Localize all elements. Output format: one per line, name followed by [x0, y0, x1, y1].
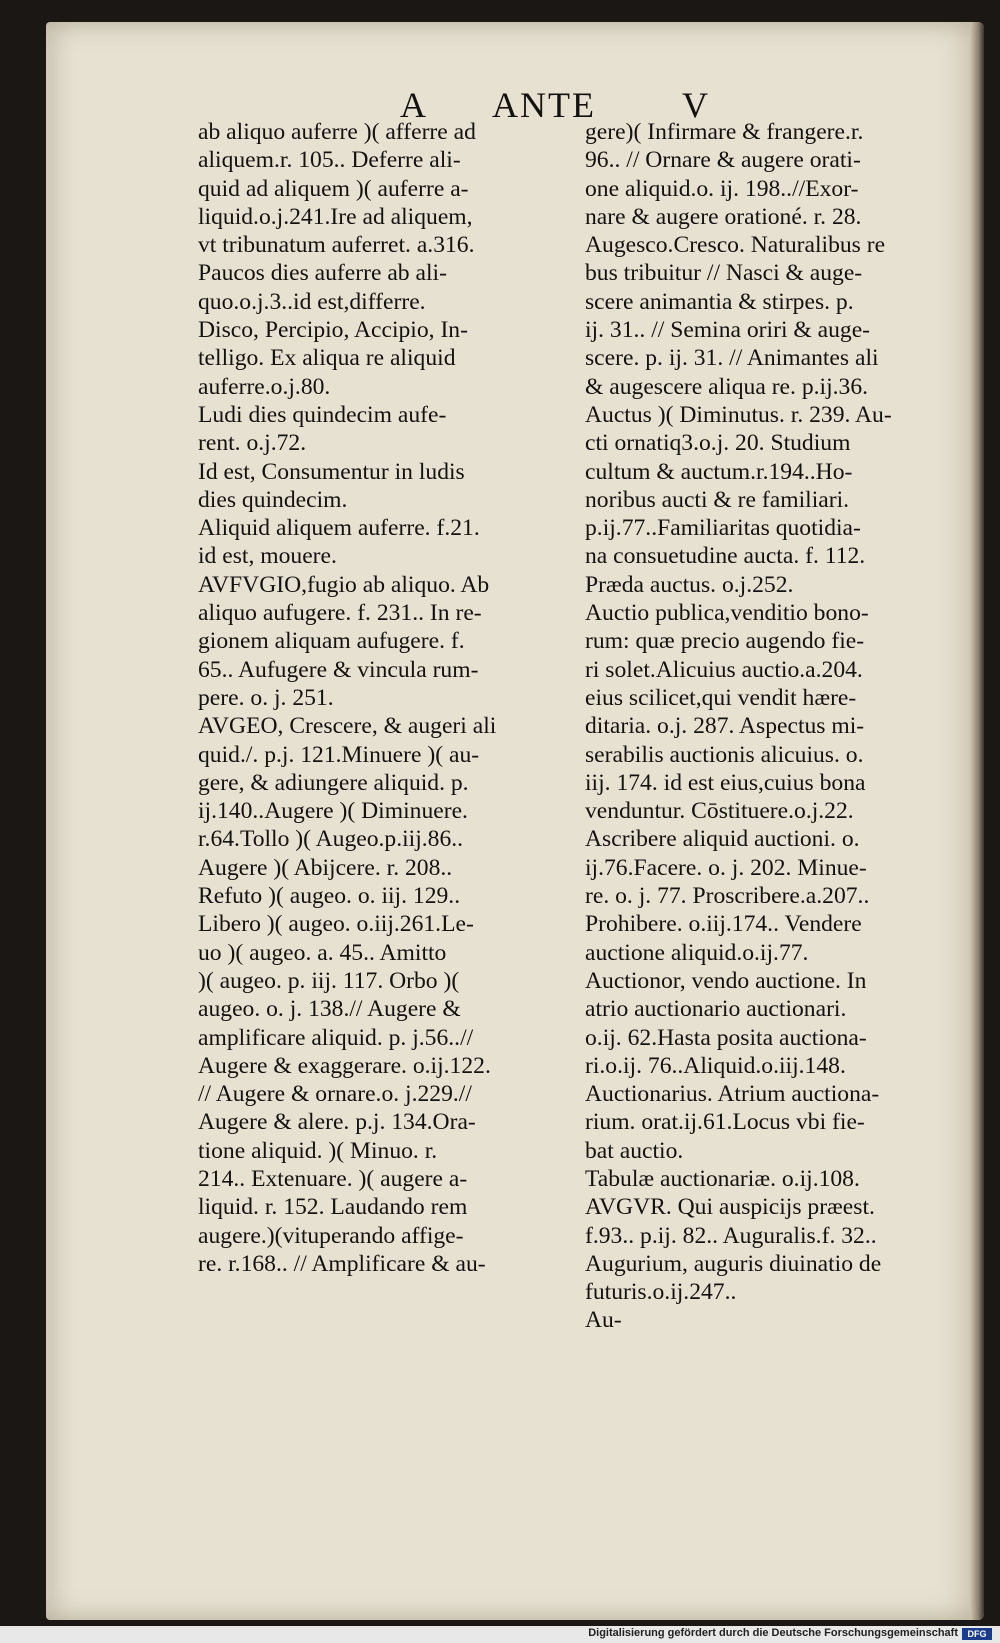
left-column-line: augere.)(vituperando affige-	[198, 1222, 464, 1249]
left-column-line: id est, mouere.	[198, 543, 337, 570]
left-column-line: Augere & alere. p.j. 134.Ora-	[198, 1109, 476, 1136]
left-column-line: )( augeo. p. iij. 117. Orbo )(	[198, 967, 460, 994]
right-column-line: iij. 174. id est eius,cuius bona	[585, 769, 866, 796]
left-column-line: pere. o. j. 251.	[198, 684, 334, 711]
right-column-line: Tabulæ auctionariæ. o.ij.108.	[585, 1165, 860, 1192]
right-column-line: cti ornatiq3.o.j. 20. Studium	[585, 430, 851, 457]
left-column-line: r.64.Tollo )( Augeo.p.iij.86..	[198, 826, 464, 853]
right-column-line: nare & augere orationé. r. 28.	[585, 203, 862, 230]
right-column-line: Augurium, auguris diuinatio de	[585, 1250, 882, 1277]
footer-bar	[0, 1626, 1000, 1643]
right-column-line: auctione aliquid.o.ij.77.	[585, 939, 809, 966]
right-column-line: f.93.. p.ij. 82.. Auguralis.f. 32..	[585, 1222, 877, 1249]
right-column-line: atrio auctionario auctionari.	[585, 996, 847, 1023]
left-column-line: aliquo aufugere. f. 231.. In re-	[198, 600, 482, 627]
left-column-line: auferre.o.j.80.	[198, 373, 331, 400]
right-column-line: Augesco.Cresco. Naturalibus re	[585, 232, 886, 259]
right-column-line: ri solet.Alicuius auctio.a.204.	[585, 656, 863, 683]
right-column-line: ij. 31.. // Semina oriri & auge-	[585, 317, 871, 344]
left-column-line: quo.o.j.3..id est,differre.	[198, 288, 426, 315]
right-column-line: AVGVR. Qui auspicijs præest.	[585, 1194, 875, 1221]
left-column-line: ab aliquo auferre )( afferre ad	[198, 119, 476, 145]
right-column	[585, 118, 947, 1335]
left-column-line: tione aliquid. )( Minuo. r.	[198, 1137, 438, 1164]
right-column-line: p.ij.77..Familiaritas quotidia-	[585, 515, 861, 542]
left-column-line: augeo. o. j. 138.// Augere &	[198, 996, 461, 1023]
left-column-line: dies quindecim.	[198, 486, 348, 513]
left-column-line: Id est, Consumentur in ludis	[198, 458, 465, 485]
header-right: V	[682, 85, 710, 125]
left-column-line: Paucos dies auferre ab ali-	[198, 260, 447, 287]
right-column-line: venduntur. Cōstituere.o.j.22.	[585, 798, 854, 825]
right-column-line: & augescere aliqua re. p.ij.36.	[585, 373, 869, 400]
right-column-line: Au-	[585, 1307, 622, 1334]
left-column-line: liquid. r. 152. Laudando rem	[198, 1194, 468, 1221]
left-column-line: gionem aliquam aufugere. f.	[198, 628, 465, 655]
page-edge	[970, 22, 984, 1620]
right-column-line: Præda auctus. o.j.252.	[585, 571, 794, 598]
right-column-line: Auctio publica,venditio bono-	[585, 600, 869, 627]
left-column-line: liquid.o.j.241.Ire ad aliquem,	[198, 203, 473, 230]
right-column-line: eius scilicet,qui vendit hære-	[585, 684, 857, 711]
right-column-line: ij.76.Facere. o. j. 202. Minue-	[585, 854, 867, 881]
right-column-line: Auctionor, vendo auctione. In	[585, 967, 867, 994]
right-column-line: Prohibere. o.iij.174.. Vendere	[585, 911, 862, 938]
left-column-line: re. r.168.. // Amplificare & au-	[198, 1250, 486, 1277]
left-column-line: // Augere & ornare.o. j.229.//	[198, 1081, 472, 1108]
right-column-line: rium. orat.ij.61.Locus vbi fie-	[585, 1109, 865, 1136]
right-column-line: na consuetudine aucta. f. 112.	[585, 543, 866, 570]
left-column-line: Libero )( augeo. o.iij.261.Le-	[198, 911, 474, 938]
header-middle: ANTE	[492, 85, 596, 125]
right-column-line: serabilis auctionis alicuius. o.	[585, 741, 864, 768]
left-column-line: telligo. Ex aliqua re aliquid	[198, 345, 456, 372]
left-column-line: quid./. p.j. 121.Minuere )( au-	[198, 741, 480, 768]
left-column-line: 65.. Aufugere & vincula rum-	[198, 656, 479, 683]
right-column-line: one aliquid.o. ij. 198..//Exor-	[585, 175, 859, 202]
right-column-line: rum: quæ precio augendo fie-	[585, 628, 865, 655]
right-column-line: futuris.o.ij.247..	[585, 1279, 737, 1306]
left-column-line: amplificare aliquid. p. j.56..//	[198, 1024, 474, 1051]
right-column-line: 96.. // Ornare & augere orati-	[585, 147, 861, 174]
left-column-line: Aliquid aliquem auferre. f.21.	[198, 515, 480, 542]
right-column-line: Auctionarius. Atrium auctiona-	[585, 1081, 880, 1108]
left-column-line: Ludi dies quindecim aufe-	[198, 401, 447, 428]
left-column-line: vt tribunatum auferret. a.316.	[198, 232, 475, 259]
left-column-line: Augere & exaggerare. o.ij.122.	[198, 1052, 491, 1079]
right-column-line: scere. p. ij. 31. // Animantes ali	[585, 345, 879, 372]
right-column-line: ditaria. o.j. 287. Aspectus mi-	[585, 713, 865, 740]
right-column-line: ri.o.ij. 76..Aliquid.o.iij.148.	[585, 1052, 846, 1079]
right-column-line: o.ij. 62.Hasta posita auctiona-	[585, 1024, 867, 1051]
right-column-line: bat auctio.	[585, 1137, 684, 1164]
right-column-line: noribus aucti & re familiari.	[585, 486, 850, 513]
left-column-line: gere, & adiungere aliquid. p.	[198, 769, 469, 796]
left-column-line: Disco, Percipio, Accipio, In-	[198, 317, 468, 344]
left-column-line: uo )( augeo. a. 45.. Amitto	[198, 939, 447, 966]
right-column-line: Auctus )( Diminutus. r. 239. Au-	[585, 401, 892, 428]
left-column-line: quid ad aliquem )( auferre a-	[198, 175, 469, 202]
header-left: A	[400, 85, 428, 125]
left-column-line: AVGEO, Crescere, & augeri ali	[198, 713, 497, 740]
left-column-line: Refuto )( augeo. o. iij. 129..	[198, 883, 461, 910]
footer-credit: Digitalisierung gefördert durch die Deutsche Forschungsgemeinschaft	[588, 1627, 958, 1639]
right-column-line: scere animantia & stirpes. p.	[585, 288, 854, 315]
left-column-line: 214.. Extenuare. )( augere a-	[198, 1165, 468, 1192]
right-column-line: cultum & auctum.r.194..Ho-	[585, 458, 853, 485]
right-column-line: bus tribuitur // Nasci & auge-	[585, 260, 863, 287]
left-column-line: ij.140..Augere )( Diminuere.	[198, 798, 468, 825]
left-column-line: Augere )( Abijcere. r. 208..	[198, 854, 453, 881]
right-column-line: re. o. j. 77. Proscribere.a.207..	[585, 883, 870, 910]
left-column-line: AVFVGIO,fugio ab aliquo. Ab	[198, 571, 490, 598]
left-column	[198, 118, 570, 1278]
dfg-logo: DFG	[962, 1628, 992, 1640]
right-column-line: gere)( Infirmare & frangere.r.	[585, 119, 864, 145]
left-column-line: rent. o.j.72.	[198, 430, 307, 457]
right-column-line: Ascribere aliquid auctioni. o.	[585, 826, 860, 853]
left-column-line: aliquem.r. 105.. Deferre ali-	[198, 147, 461, 174]
